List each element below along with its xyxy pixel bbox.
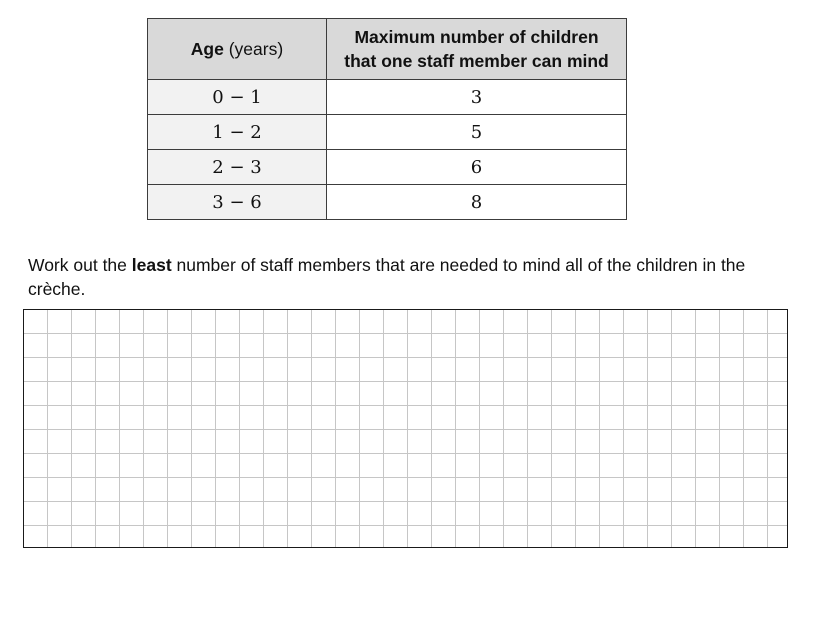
age-header-label: Age <box>190 39 224 59</box>
max-header-line-2: that one staff member can mind <box>344 51 609 71</box>
age-cell: 1 − 2 <box>148 115 327 150</box>
max-children-cell: 8 <box>327 185 627 220</box>
answer-grid-box[interactable] <box>23 309 788 548</box>
staff-ratio-table <box>147 18 627 220</box>
question-emphasis: least <box>131 255 172 275</box>
age-cell: 0 − 1 <box>148 80 327 115</box>
max-header-line-1: Maximum number of children <box>354 27 599 47</box>
table-row <box>148 115 627 150</box>
age-cell: 2 − 3 <box>148 150 327 185</box>
question-text <box>28 253 798 301</box>
age-cell: 3 − 6 <box>148 185 327 220</box>
age-column-header <box>148 19 327 80</box>
max-children-cell: 3 <box>327 80 627 115</box>
age-header-unit: (years) <box>228 39 284 59</box>
max-children-cell: 5 <box>327 115 627 150</box>
table-row <box>148 150 627 185</box>
table-row <box>148 185 627 220</box>
table-row <box>148 80 627 115</box>
question-part-1: Work out the <box>28 255 132 275</box>
max-children-cell: 6 <box>327 150 627 185</box>
question-part-2: number of staff members that are needed to mind all of the children in the crèche. <box>28 255 746 299</box>
table-header-row <box>148 19 627 80</box>
max-children-column-header <box>327 19 627 80</box>
